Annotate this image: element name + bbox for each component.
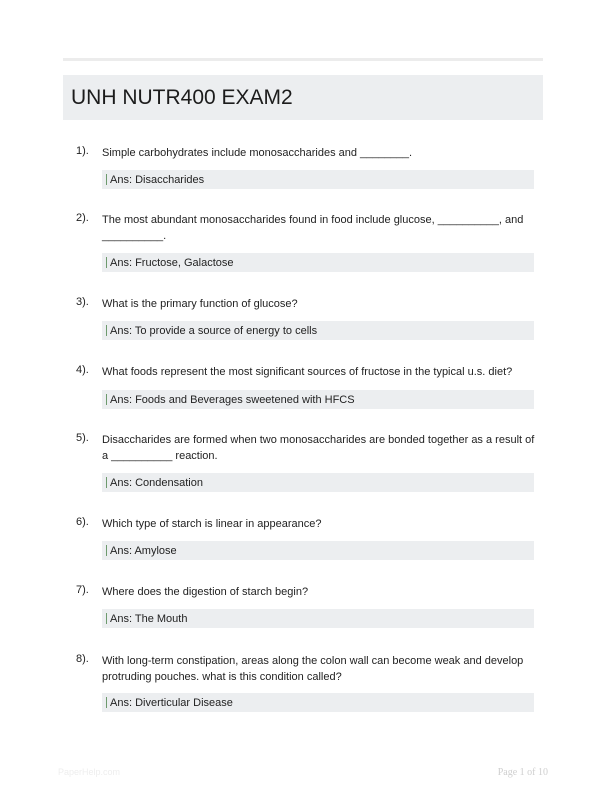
answer-text: Ans: The Mouth	[110, 612, 188, 625]
question-number: 8).	[76, 653, 89, 665]
question-number: 1).	[76, 145, 89, 157]
answer-box	[102, 321, 534, 340]
answer-marker	[106, 697, 107, 708]
question-text: The most abundant monosaccharides found in food include glucose, __________, and __________.	[102, 214, 524, 242]
answer-marker	[106, 613, 107, 624]
answer-text: Ans: Fructose, Galactose	[110, 256, 234, 269]
answer-text: Ans: Diverticular Disease	[110, 696, 233, 709]
answer-text: Ans: Condensation	[110, 476, 203, 489]
answer-text: Ans: Disaccharides	[110, 173, 205, 186]
answer-marker	[106, 545, 107, 556]
question-text: What foods represent the most significant sources of fructose in the typical u.s. diet?	[102, 366, 513, 378]
answer-marker	[106, 394, 107, 405]
answer-text: Ans: Foods and Beverages sweetened with HFCS	[110, 393, 355, 406]
question-text: What is the primary function of glucose?	[102, 298, 298, 310]
watermark: PaperHelp.com	[58, 767, 121, 777]
answer-box	[102, 473, 534, 492]
answer-box	[102, 170, 534, 189]
answer-marker	[106, 477, 107, 488]
question-number: 2).	[76, 212, 89, 224]
answer-marker	[106, 325, 107, 336]
question-text: Which type of starch is linear in appearance?	[102, 518, 322, 530]
answer-marker	[106, 257, 107, 268]
question-number: 6).	[76, 516, 89, 528]
question-text: Where does the digestion of starch begin?	[102, 586, 309, 598]
answer-box	[102, 390, 534, 409]
question-text: Disaccharides are formed when two monosaccharides are bonded together as a result of a __________ reaction.	[102, 434, 535, 462]
question-text: Simple carbohydrates include monosaccharides and ________.	[102, 147, 413, 159]
question-number: 7).	[76, 584, 89, 596]
answer-box	[102, 609, 534, 628]
answer-text: Ans: To provide a source of energy to cells	[110, 324, 318, 337]
question-number: 5).	[76, 432, 89, 444]
question-number: 3).	[76, 296, 89, 308]
answer-box	[102, 541, 534, 560]
answer-text: Ans: Amylose	[110, 544, 177, 557]
answer-box	[102, 693, 534, 712]
question-number: 4).	[76, 364, 89, 376]
top-divider	[63, 58, 543, 61]
answer-marker	[106, 174, 107, 185]
page-number: Page 1 of 10	[497, 767, 548, 778]
question-text: With long-term constipation, areas along the colon wall can become weak and develop protruding pouches. what is this condition called?	[102, 655, 524, 683]
document-title: UNH NUTR400 EXAM2	[71, 85, 293, 109]
answer-box	[102, 253, 534, 272]
title-band	[63, 75, 543, 120]
